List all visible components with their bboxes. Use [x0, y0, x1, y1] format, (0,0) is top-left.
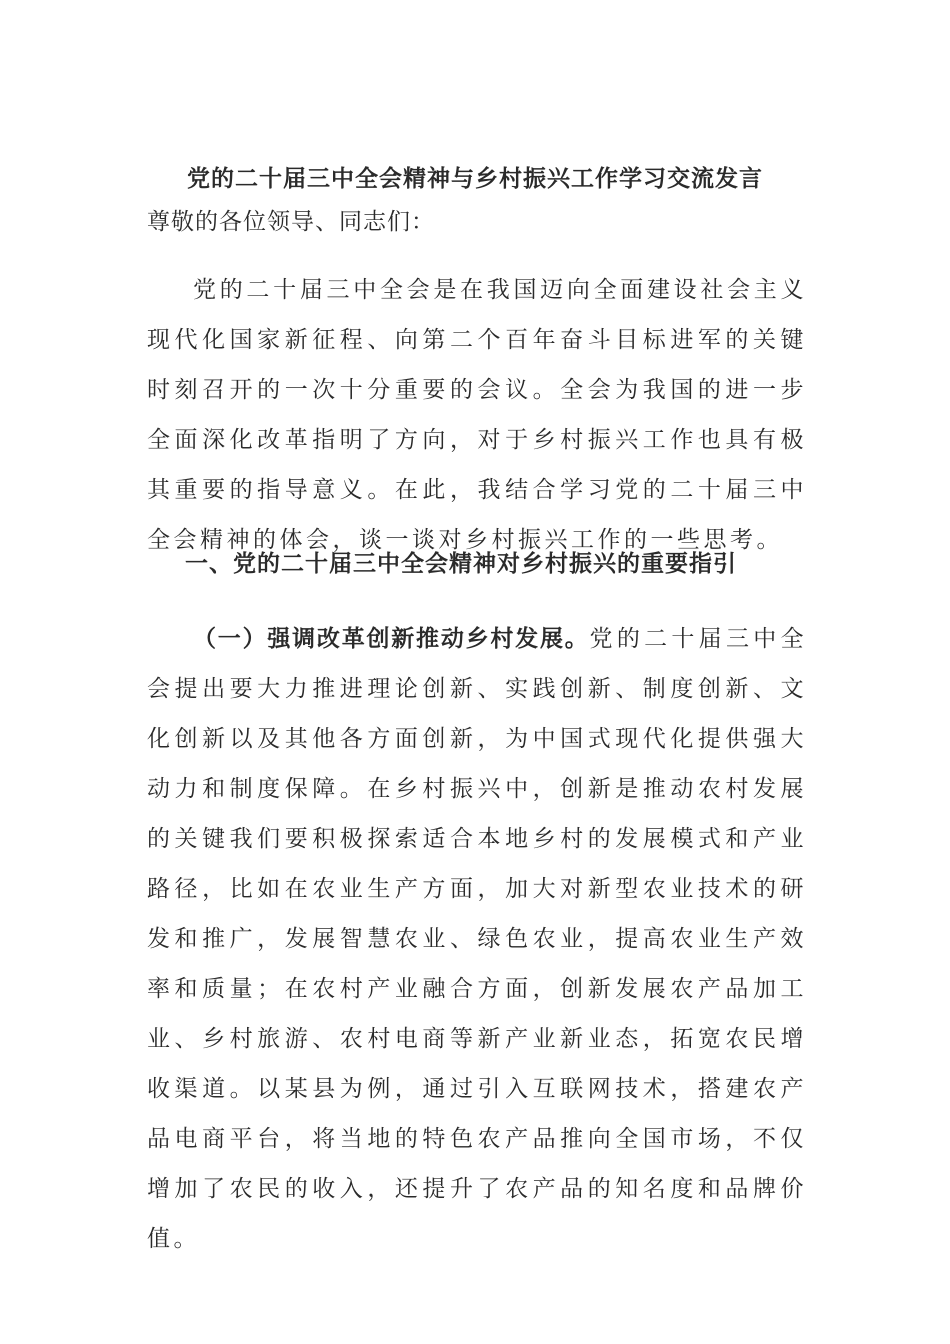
greeting-line: 尊敬的各位领导、同志们：: [147, 209, 435, 235]
subsection-heading: （一）强调改革创新推动乡村发展。: [193, 626, 590, 652]
intro-paragraph: 党的二十届三中全会是在我国迈向全面建设社会主义现代化国家新征程、向第二个百年奋斗目标进军的关键时刻召开的一次十分重要的会议。全会为我国的进一步全面深化改革指明了方向，对于乡村振兴工作也具有极其重要的指导意义。在此，我结合学习党的二十届三中全会精神的体会，谈一谈对乡村振兴工作的一些思考。: [147, 277, 807, 553]
subsection-paragraph: [147, 614, 807, 1264]
document-title: 党的二十届三中全会精神与乡村振兴工作学习交流发言: [187, 166, 763, 192]
subsection-body: 党的二十届三中全会提出要大力推进理论创新、实践创新、制度创新、文化创新以及其他各方面创新，为中国式现代化提供强大动力和制度保障。在乡村振兴中，创新是推动农村发展的关键我们要积极探索适合本地乡村的发展模式和产业路径，比如在农业生产方面，加大对新型农业技术的研发和推广，发展智慧农业、绿色农业，提高农业生产效率和质量；在农村产业融合方面，创新发展农产品加工业、乡村旅游、农村电商等新产业新业态，拓宽农民增收渠道。以某县为例，通过引入互联网技术，搭建农产品电商平台，将当地的特色农产品推向全国市场，不仅增加了农民的收入，还提升了农产品的知名度和品牌价值。: [147, 626, 808, 1252]
section-heading: 一、党的二十届三中全会精神对乡村振兴的重要指引: [185, 551, 737, 577]
